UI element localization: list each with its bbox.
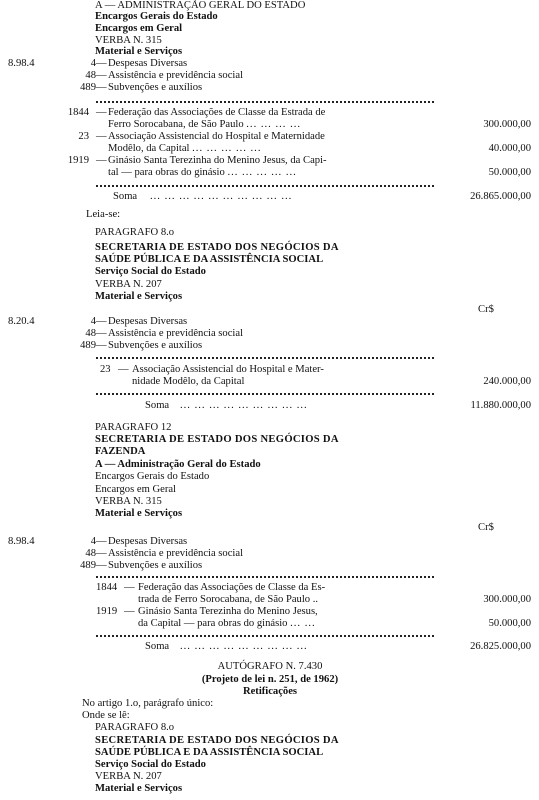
dash: — (124, 606, 135, 617)
item-text: Subvenções e auxílios (108, 82, 203, 93)
heading-line: Encargos Gerais do Estado (95, 471, 210, 482)
entry-text: tal — para obras do ginásio ... ... ... ... ... (108, 167, 297, 178)
item-number: 48 (85, 70, 96, 81)
dash: — (96, 131, 107, 142)
item-text: Despesas Diversas (108, 58, 188, 69)
autografo-title: AUTÓGRAFO N. 7.430 (217, 661, 323, 672)
soma-amount: 26.825.000,00 (470, 641, 531, 652)
item-text: Assistência e previdência social (108, 70, 244, 81)
verba-line: VERBA N. 315 (95, 35, 162, 46)
verba-line: VERBA N. 207 (95, 279, 162, 290)
budget-code: 8.98.4 (8, 58, 35, 69)
soma-label: Soma (145, 641, 170, 652)
item-number: 489 (80, 340, 96, 351)
dash: — (96, 328, 107, 339)
dash: — (96, 536, 107, 547)
secretaria-heading: SAÚDE PÚBLICA E DA ASSISTÊNCIA SOCIAL (95, 747, 324, 758)
dotted-rule (96, 635, 434, 637)
item-text: Assistência e previdência social (108, 548, 244, 559)
dash: — (96, 107, 107, 118)
heading-line: Encargos Gerais do Estado (95, 11, 218, 22)
dotted-rule (96, 357, 434, 359)
entry-text: nidade Modêlo, da Capital (132, 376, 245, 387)
entry-text: Associação Assistencial do Hospital e Mater- (132, 364, 324, 375)
dash: — (96, 316, 107, 327)
dash: — (96, 58, 107, 69)
service-heading: Serviço Social do Estado (95, 759, 206, 770)
entry-amount: 50.000,00 (488, 618, 531, 629)
paragraph-heading: PARAGRAFO 12 (95, 422, 172, 433)
leia-se: Leia-se: (86, 209, 121, 220)
retificacoes-heading: Retificações (242, 686, 298, 697)
entry-text: Ginásio Santa Terezinha do Menino Jesus, (138, 606, 318, 617)
dash: — (96, 560, 107, 571)
dotted-rule (96, 393, 434, 395)
item-number: 489 (80, 82, 96, 93)
item-text: Subvenções e auxílios (108, 560, 203, 571)
item-number: 48 (85, 328, 96, 339)
entry-number: 23 (78, 131, 89, 142)
item-text: Subvenções e auxílios (108, 340, 203, 351)
entry-number: 1919 (67, 155, 89, 166)
heading-line: Encargos em Geral (95, 23, 183, 34)
item-number: 48 (85, 548, 96, 559)
entry-amount: 50.000,00 (488, 167, 531, 178)
heading-line: Material e Serviços (95, 46, 183, 57)
budget-code: 8.98.4 (8, 536, 35, 547)
entry-text: Federação das Associações de Classe da Estrada de (108, 107, 326, 118)
dash: — (96, 340, 107, 351)
entry-text: Ferro Sorocabana, de São Paulo ... ... ... ... (108, 119, 302, 130)
budget-code: 8.20.4 (8, 316, 35, 327)
entry-text: trada de Ferro Sorocabana, de São Paulo .. (138, 594, 319, 605)
entry-number: 1844 (67, 107, 89, 118)
currency-label: Cr$ (478, 304, 494, 315)
projeto-subtitle: (Projeto de lei n. 251, de 1962) (201, 674, 339, 685)
entry-number: 1844 (96, 582, 118, 593)
entry-number: 1919 (96, 606, 118, 617)
dash: — (96, 155, 107, 166)
dot-leader: ... ... ... ... ... ... ... ... ... ... (150, 191, 293, 202)
verba-line: VERBA N. 315 (95, 496, 162, 507)
heading-line: A — ADMINISTRAÇÃO GERAL DO ESTADO (95, 0, 306, 11)
entry-amount: 40.000,00 (488, 143, 531, 154)
item-text: Assistência e previdência social (108, 328, 244, 339)
item-number: 4 (90, 536, 96, 547)
heading-line: A — Administração Geral do Estado (95, 459, 261, 470)
item-text: Despesas Diversas (108, 536, 188, 547)
entry-amount: 300.000,00 (483, 119, 531, 130)
body-line: No artigo 1.o, parágrafo único: (82, 698, 214, 709)
dash: — (96, 82, 107, 93)
heading-line: Material e Serviços (95, 291, 183, 302)
verba-line: VERBA N. 207 (95, 771, 162, 782)
paragraph-heading: PARAGRAFO 8.o (95, 227, 175, 238)
entry-text: da Capital — para obras do ginásio ... ... (138, 618, 316, 629)
body-line: Onde se lê: (82, 710, 130, 721)
dotted-rule (96, 185, 434, 187)
dash: — (118, 364, 129, 375)
item-number: 489 (80, 560, 96, 571)
dash: — (96, 548, 107, 559)
paragraph-heading: PARAGRAFO 8.o (95, 722, 175, 733)
entry-text: Modêlo, da Capital ... ... ... ... ... (108, 143, 262, 154)
dotted-rule (96, 101, 434, 103)
soma-label: Soma (145, 400, 170, 411)
dot-leader: ... ... ... ... ... ... ... ... ... (180, 641, 308, 652)
heading-line: Material e Serviços (95, 783, 183, 794)
entry-text: Ginásio Santa Terezinha do Menino Jesus, da Capi- (108, 155, 327, 166)
entry-amount: 240.000,00 (483, 376, 531, 387)
secretaria-heading: FAZENDA (95, 446, 146, 457)
dash: — (124, 582, 135, 593)
service-heading: Serviço Social do Estado (95, 266, 206, 277)
secretaria-heading: SECRETARIA DE ESTADO DOS NEGÓCIOS DA (95, 242, 339, 253)
item-number: 4 (90, 58, 96, 69)
entry-text: Federação das Associações de Classe da Es- (138, 582, 326, 593)
heading-line: Encargos em Geral (95, 484, 176, 495)
heading-line: Material e Serviços (95, 508, 183, 519)
dash: — (96, 70, 107, 81)
item-text: Despesas Diversas (108, 316, 188, 327)
soma-amount: 11.880.000,00 (470, 400, 531, 411)
entry-number: 23 (100, 364, 111, 375)
item-number: 4 (90, 316, 96, 327)
secretaria-heading: SECRETARIA DE ESTADO DOS NEGÓCIOS DA (95, 434, 339, 445)
entry-text: Associação Assistencial do Hospital e Maternidade (108, 131, 325, 142)
soma-label: Soma (113, 191, 138, 202)
entry-amount: 300.000,00 (483, 594, 531, 605)
dot-leader: ... ... ... ... ... ... ... ... ... (180, 400, 308, 411)
currency-label: Cr$ (478, 522, 494, 533)
dotted-rule (96, 576, 434, 578)
secretaria-heading: SAÚDE PÚBLICA E DA ASSISTÊNCIA SOCIAL (95, 254, 324, 265)
secretaria-heading: SECRETARIA DE ESTADO DOS NEGÓCIOS DA (95, 735, 339, 746)
soma-amount: 26.865.000,00 (470, 191, 531, 202)
